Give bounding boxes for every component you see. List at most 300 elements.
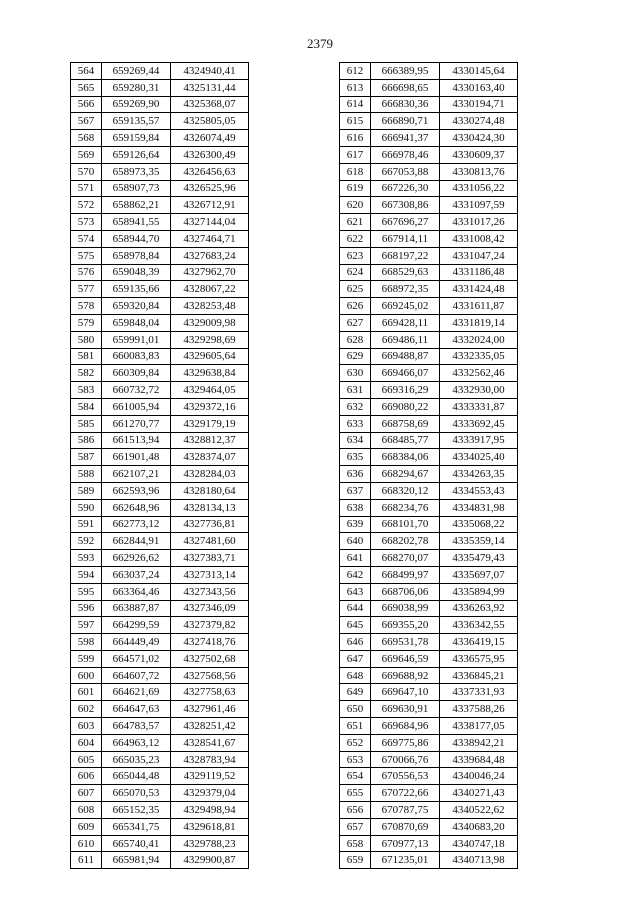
point-number-cell: 611 — [71, 852, 102, 869]
x-coordinate-cell: 668529,63 — [371, 264, 440, 281]
point-number-cell: 624 — [340, 264, 371, 281]
y-coordinate-cell: 4334553,43 — [440, 482, 518, 499]
y-coordinate-cell: 4338177,05 — [440, 718, 518, 735]
y-coordinate-cell: 4331056,22 — [440, 180, 518, 197]
y-coordinate-cell: 4329009,98 — [171, 314, 249, 331]
y-coordinate-cell: 4340683,20 — [440, 818, 518, 835]
y-coordinate-cell: 4329179,19 — [171, 415, 249, 432]
table-row — [71, 852, 249, 869]
x-coordinate-cell: 662593,96 — [102, 482, 171, 499]
point-number-cell: 576 — [71, 264, 102, 281]
y-coordinate-cell: 4331611,87 — [440, 298, 518, 315]
y-coordinate-cell: 4330145,64 — [440, 63, 518, 80]
x-coordinate-cell: 661005,94 — [102, 398, 171, 415]
x-coordinate-cell: 669646,59 — [371, 650, 440, 667]
point-number-cell: 620 — [340, 197, 371, 214]
x-coordinate-cell: 669316,29 — [371, 382, 440, 399]
x-coordinate-cell: 670722,66 — [371, 785, 440, 802]
x-coordinate-cell: 658973,35 — [102, 163, 171, 180]
x-coordinate-cell: 660083,83 — [102, 348, 171, 365]
x-coordinate-cell: 669688,92 — [371, 667, 440, 684]
y-coordinate-cell: 4340271,43 — [440, 785, 518, 802]
point-number-cell: 627 — [340, 314, 371, 331]
table-row — [71, 281, 249, 298]
y-coordinate-cell: 4328812,37 — [171, 432, 249, 449]
y-coordinate-cell: 4330609,37 — [440, 146, 518, 163]
table-row — [340, 751, 518, 768]
point-number-cell: 637 — [340, 482, 371, 499]
y-coordinate-cell: 4335479,43 — [440, 550, 518, 567]
y-coordinate-cell: 4325368,07 — [171, 96, 249, 113]
x-coordinate-cell: 670977,13 — [371, 835, 440, 852]
y-coordinate-cell: 4334831,98 — [440, 499, 518, 516]
point-number-cell: 647 — [340, 650, 371, 667]
y-coordinate-cell: 4332335,05 — [440, 348, 518, 365]
point-number-cell: 652 — [340, 734, 371, 751]
y-coordinate-cell: 4330813,76 — [440, 163, 518, 180]
x-coordinate-cell: 669630,91 — [371, 701, 440, 718]
point-number-cell: 594 — [71, 566, 102, 583]
point-number-cell: 628 — [340, 331, 371, 348]
point-number-cell: 626 — [340, 298, 371, 315]
table-row — [340, 415, 518, 432]
x-coordinate-cell: 664621,69 — [102, 684, 171, 701]
y-coordinate-cell: 4333331,87 — [440, 398, 518, 415]
point-number-cell: 657 — [340, 818, 371, 835]
table-row — [340, 650, 518, 667]
x-coordinate-cell: 666890,71 — [371, 113, 440, 130]
y-coordinate-cell: 4329379,04 — [171, 785, 249, 802]
table-row — [71, 432, 249, 449]
y-coordinate-cell: 4327346,09 — [171, 600, 249, 617]
point-number-cell: 568 — [71, 130, 102, 147]
point-number-cell: 622 — [340, 230, 371, 247]
point-number-cell: 623 — [340, 247, 371, 264]
y-coordinate-cell: 4331186,48 — [440, 264, 518, 281]
x-coordinate-cell: 662648,96 — [102, 499, 171, 516]
x-coordinate-cell: 670556,53 — [371, 768, 440, 785]
point-number-cell: 644 — [340, 600, 371, 617]
table-row — [71, 163, 249, 180]
y-coordinate-cell: 4327736,81 — [171, 516, 249, 533]
x-coordinate-cell: 659320,84 — [102, 298, 171, 315]
y-coordinate-cell: 4326525,96 — [171, 180, 249, 197]
point-number-cell: 658 — [340, 835, 371, 852]
table-row — [71, 583, 249, 600]
table-row — [340, 852, 518, 869]
table-row — [340, 516, 518, 533]
y-coordinate-cell: 4327683,24 — [171, 247, 249, 264]
x-coordinate-cell: 664607,72 — [102, 667, 171, 684]
x-coordinate-cell: 666389,95 — [371, 63, 440, 80]
table-row — [71, 734, 249, 751]
point-number-cell: 633 — [340, 415, 371, 432]
x-coordinate-cell: 668320,12 — [371, 482, 440, 499]
table-row — [340, 398, 518, 415]
y-coordinate-cell: 4327343,56 — [171, 583, 249, 600]
y-coordinate-cell: 4331424,48 — [440, 281, 518, 298]
table-row — [71, 146, 249, 163]
x-coordinate-cell: 666941,37 — [371, 130, 440, 147]
x-coordinate-cell: 663887,87 — [102, 600, 171, 617]
table-row — [340, 163, 518, 180]
y-coordinate-cell: 4334025,40 — [440, 449, 518, 466]
y-coordinate-cell: 4328541,67 — [171, 734, 249, 751]
point-number-cell: 578 — [71, 298, 102, 315]
x-coordinate-cell: 668101,70 — [371, 516, 440, 533]
x-coordinate-cell: 659848,04 — [102, 314, 171, 331]
point-number-cell: 602 — [71, 701, 102, 718]
y-coordinate-cell: 4336845,21 — [440, 667, 518, 684]
point-number-cell: 571 — [71, 180, 102, 197]
point-number-cell: 640 — [340, 533, 371, 550]
point-number-cell: 607 — [71, 785, 102, 802]
x-coordinate-cell: 658978,84 — [102, 247, 171, 264]
point-number-cell: 656 — [340, 802, 371, 819]
table-row — [71, 331, 249, 348]
table-row — [340, 314, 518, 331]
point-number-cell: 642 — [340, 566, 371, 583]
x-coordinate-cell: 658907,73 — [102, 180, 171, 197]
coordinate-table-right — [339, 62, 518, 869]
point-number-cell: 579 — [71, 314, 102, 331]
table-row — [340, 550, 518, 567]
x-coordinate-cell: 668384,06 — [371, 449, 440, 466]
y-coordinate-cell: 4326300,49 — [171, 146, 249, 163]
table-row — [71, 298, 249, 315]
y-coordinate-cell: 4327568,56 — [171, 667, 249, 684]
point-number-cell: 575 — [71, 247, 102, 264]
coordinate-table-left — [70, 62, 249, 869]
y-coordinate-cell: 4328251,42 — [171, 718, 249, 735]
point-number-cell: 612 — [340, 63, 371, 80]
x-coordinate-cell: 662107,21 — [102, 466, 171, 483]
table-row — [71, 449, 249, 466]
x-coordinate-cell: 664571,02 — [102, 650, 171, 667]
x-coordinate-cell: 669775,86 — [371, 734, 440, 751]
point-number-cell: 593 — [71, 550, 102, 567]
y-coordinate-cell: 4330194,71 — [440, 96, 518, 113]
x-coordinate-cell: 669647,10 — [371, 684, 440, 701]
y-coordinate-cell: 4336575,95 — [440, 650, 518, 667]
x-coordinate-cell: 668499,97 — [371, 566, 440, 583]
table-row — [340, 382, 518, 399]
x-coordinate-cell: 661270,77 — [102, 415, 171, 432]
y-coordinate-cell: 4327758,63 — [171, 684, 249, 701]
y-coordinate-cell: 4327379,82 — [171, 617, 249, 634]
point-number-cell: 583 — [71, 382, 102, 399]
x-coordinate-cell: 664783,57 — [102, 718, 171, 735]
y-coordinate-cell: 4327961,46 — [171, 701, 249, 718]
point-number-cell: 610 — [71, 835, 102, 852]
point-number-cell: 645 — [340, 617, 371, 634]
y-coordinate-cell: 4331047,24 — [440, 247, 518, 264]
point-number-cell: 648 — [340, 667, 371, 684]
point-number-cell: 614 — [340, 96, 371, 113]
x-coordinate-cell: 670787,75 — [371, 802, 440, 819]
y-coordinate-cell: 4331097,59 — [440, 197, 518, 214]
table-row — [71, 650, 249, 667]
table-row — [340, 214, 518, 231]
x-coordinate-cell: 662773,12 — [102, 516, 171, 533]
table-row — [340, 365, 518, 382]
point-number-cell: 634 — [340, 432, 371, 449]
x-coordinate-cell: 668706,06 — [371, 583, 440, 600]
table-row — [340, 247, 518, 264]
point-number-cell: 600 — [71, 667, 102, 684]
x-coordinate-cell: 660309,84 — [102, 365, 171, 382]
table-row — [340, 818, 518, 835]
table-row — [71, 214, 249, 231]
table-row — [71, 600, 249, 617]
table-row — [71, 96, 249, 113]
x-coordinate-cell: 669531,78 — [371, 634, 440, 651]
y-coordinate-cell: 4335359,14 — [440, 533, 518, 550]
page-number: 2379 — [307, 36, 333, 51]
x-coordinate-cell: 663037,24 — [102, 566, 171, 583]
x-coordinate-cell: 668294,67 — [371, 466, 440, 483]
point-number-cell: 569 — [71, 146, 102, 163]
x-coordinate-cell: 665981,94 — [102, 852, 171, 869]
point-number-cell: 617 — [340, 146, 371, 163]
table-row — [71, 566, 249, 583]
y-coordinate-cell: 4329298,69 — [171, 331, 249, 348]
table-row — [71, 684, 249, 701]
point-number-cell: 580 — [71, 331, 102, 348]
y-coordinate-cell: 4329638,84 — [171, 365, 249, 382]
x-coordinate-cell: 665341,75 — [102, 818, 171, 835]
point-number-cell: 591 — [71, 516, 102, 533]
table-row — [71, 751, 249, 768]
table-row — [340, 802, 518, 819]
point-number-cell: 625 — [340, 281, 371, 298]
y-coordinate-cell: 4335068,22 — [440, 516, 518, 533]
table-row — [71, 718, 249, 735]
y-coordinate-cell: 4327418,76 — [171, 634, 249, 651]
x-coordinate-cell: 659135,66 — [102, 281, 171, 298]
x-coordinate-cell: 669245,02 — [371, 298, 440, 315]
point-number-cell: 585 — [71, 415, 102, 432]
x-coordinate-cell: 664963,12 — [102, 734, 171, 751]
table-row — [71, 63, 249, 80]
y-coordinate-cell: 4329618,81 — [171, 818, 249, 835]
y-coordinate-cell: 4329464,05 — [171, 382, 249, 399]
point-number-cell: 609 — [71, 818, 102, 835]
y-coordinate-cell: 4330274,48 — [440, 113, 518, 130]
y-coordinate-cell: 4327313,14 — [171, 566, 249, 583]
table-row — [340, 768, 518, 785]
point-number-cell: 566 — [71, 96, 102, 113]
table-row — [71, 516, 249, 533]
y-coordinate-cell: 4324940,41 — [171, 63, 249, 80]
y-coordinate-cell: 4340522,62 — [440, 802, 518, 819]
point-number-cell: 582 — [71, 365, 102, 382]
table-row — [71, 499, 249, 516]
table-row — [71, 550, 249, 567]
point-number-cell: 577 — [71, 281, 102, 298]
table-row — [71, 802, 249, 819]
y-coordinate-cell: 4331017,26 — [440, 214, 518, 231]
point-number-cell: 605 — [71, 751, 102, 768]
table-row — [71, 634, 249, 651]
x-coordinate-cell: 666830,36 — [371, 96, 440, 113]
table-row — [340, 835, 518, 852]
y-coordinate-cell: 4328783,94 — [171, 751, 249, 768]
y-coordinate-cell: 4326712,91 — [171, 197, 249, 214]
x-coordinate-cell: 667914,11 — [371, 230, 440, 247]
point-number-cell: 574 — [71, 230, 102, 247]
table-row — [340, 600, 518, 617]
point-number-cell: 606 — [71, 768, 102, 785]
x-coordinate-cell: 669080,22 — [371, 398, 440, 415]
x-coordinate-cell: 668197,22 — [371, 247, 440, 264]
x-coordinate-cell: 669038,99 — [371, 600, 440, 617]
table-row — [340, 264, 518, 281]
x-coordinate-cell: 658862,21 — [102, 197, 171, 214]
x-coordinate-cell: 661513,94 — [102, 432, 171, 449]
x-coordinate-cell: 668758,69 — [371, 415, 440, 432]
point-number-cell: 616 — [340, 130, 371, 147]
y-coordinate-cell: 4329900,87 — [171, 852, 249, 869]
y-coordinate-cell: 4327464,71 — [171, 230, 249, 247]
x-coordinate-cell: 659280,31 — [102, 79, 171, 96]
y-coordinate-cell: 4337588,26 — [440, 701, 518, 718]
table-row — [340, 718, 518, 735]
table-row — [340, 466, 518, 483]
x-coordinate-cell: 670066,76 — [371, 751, 440, 768]
x-coordinate-cell: 665740,41 — [102, 835, 171, 852]
point-number-cell: 565 — [71, 79, 102, 96]
table-row — [340, 281, 518, 298]
y-coordinate-cell: 4340046,24 — [440, 768, 518, 785]
table-row — [340, 785, 518, 802]
y-coordinate-cell: 4334263,35 — [440, 466, 518, 483]
point-number-cell: 590 — [71, 499, 102, 516]
table-row — [340, 734, 518, 751]
table-row — [71, 482, 249, 499]
table-row — [340, 298, 518, 315]
table-row — [71, 365, 249, 382]
y-coordinate-cell: 4335894,99 — [440, 583, 518, 600]
point-number-cell: 604 — [71, 734, 102, 751]
y-coordinate-cell: 4325805,05 — [171, 113, 249, 130]
table-row — [340, 113, 518, 130]
table-row — [71, 768, 249, 785]
table-row — [340, 79, 518, 96]
x-coordinate-cell: 662926,62 — [102, 550, 171, 567]
x-coordinate-cell: 667053,88 — [371, 163, 440, 180]
y-coordinate-cell: 4335697,07 — [440, 566, 518, 583]
table-row — [340, 634, 518, 651]
table-row — [71, 180, 249, 197]
point-number-cell: 646 — [340, 634, 371, 651]
x-coordinate-cell: 660732,72 — [102, 382, 171, 399]
table-row — [71, 130, 249, 147]
table-row — [340, 701, 518, 718]
table-row — [340, 180, 518, 197]
point-number-cell: 564 — [71, 63, 102, 80]
x-coordinate-cell: 659269,44 — [102, 63, 171, 80]
x-coordinate-cell: 664647,63 — [102, 701, 171, 718]
table-row — [340, 667, 518, 684]
y-coordinate-cell: 4329605,64 — [171, 348, 249, 365]
y-coordinate-cell: 4329788,23 — [171, 835, 249, 852]
point-number-cell: 618 — [340, 163, 371, 180]
point-number-cell: 638 — [340, 499, 371, 516]
x-coordinate-cell: 662844,91 — [102, 533, 171, 550]
table-row — [71, 230, 249, 247]
point-number-cell: 651 — [340, 718, 371, 735]
y-coordinate-cell: 4328284,03 — [171, 466, 249, 483]
point-number-cell: 650 — [340, 701, 371, 718]
table-row — [340, 130, 518, 147]
table-row — [340, 617, 518, 634]
point-number-cell: 636 — [340, 466, 371, 483]
y-coordinate-cell: 4327502,68 — [171, 650, 249, 667]
table-row — [71, 533, 249, 550]
x-coordinate-cell: 665152,35 — [102, 802, 171, 819]
table-row — [71, 785, 249, 802]
x-coordinate-cell: 659048,39 — [102, 264, 171, 281]
point-number-cell: 592 — [71, 533, 102, 550]
y-coordinate-cell: 4332562,46 — [440, 365, 518, 382]
x-coordinate-cell: 668270,07 — [371, 550, 440, 567]
x-coordinate-cell: 669486,11 — [371, 331, 440, 348]
point-number-cell: 653 — [340, 751, 371, 768]
y-coordinate-cell: 4326074,49 — [171, 130, 249, 147]
point-number-cell: 659 — [340, 852, 371, 869]
point-number-cell: 603 — [71, 718, 102, 735]
point-number-cell: 588 — [71, 466, 102, 483]
point-number-cell: 631 — [340, 382, 371, 399]
x-coordinate-cell: 659269,90 — [102, 96, 171, 113]
point-number-cell: 584 — [71, 398, 102, 415]
point-number-cell: 639 — [340, 516, 371, 533]
x-coordinate-cell: 658944,70 — [102, 230, 171, 247]
point-number-cell: 587 — [71, 449, 102, 466]
y-coordinate-cell: 4327144,04 — [171, 214, 249, 231]
y-coordinate-cell: 4340713,98 — [440, 852, 518, 869]
y-coordinate-cell: 4337331,93 — [440, 684, 518, 701]
table-row — [340, 146, 518, 163]
y-coordinate-cell: 4331819,14 — [440, 314, 518, 331]
point-number-cell: 567 — [71, 113, 102, 130]
point-number-cell: 635 — [340, 449, 371, 466]
y-coordinate-cell: 4328253,48 — [171, 298, 249, 315]
x-coordinate-cell: 664299,59 — [102, 617, 171, 634]
point-number-cell: 601 — [71, 684, 102, 701]
y-coordinate-cell: 4329372,16 — [171, 398, 249, 415]
point-number-cell: 629 — [340, 348, 371, 365]
y-coordinate-cell: 4328374,07 — [171, 449, 249, 466]
table-row — [340, 230, 518, 247]
x-coordinate-cell: 669684,96 — [371, 718, 440, 735]
table-row — [71, 701, 249, 718]
y-coordinate-cell: 4338942,21 — [440, 734, 518, 751]
x-coordinate-cell: 664449,49 — [102, 634, 171, 651]
table-row — [340, 583, 518, 600]
table-row — [340, 684, 518, 701]
y-coordinate-cell: 4336342,55 — [440, 617, 518, 634]
y-coordinate-cell: 4329498,94 — [171, 802, 249, 819]
x-coordinate-cell: 666978,46 — [371, 146, 440, 163]
point-number-cell: 581 — [71, 348, 102, 365]
point-number-cell: 595 — [71, 583, 102, 600]
table-row — [340, 63, 518, 80]
y-coordinate-cell: 4328134,13 — [171, 499, 249, 516]
table-row — [71, 348, 249, 365]
y-coordinate-cell: 4332930,00 — [440, 382, 518, 399]
